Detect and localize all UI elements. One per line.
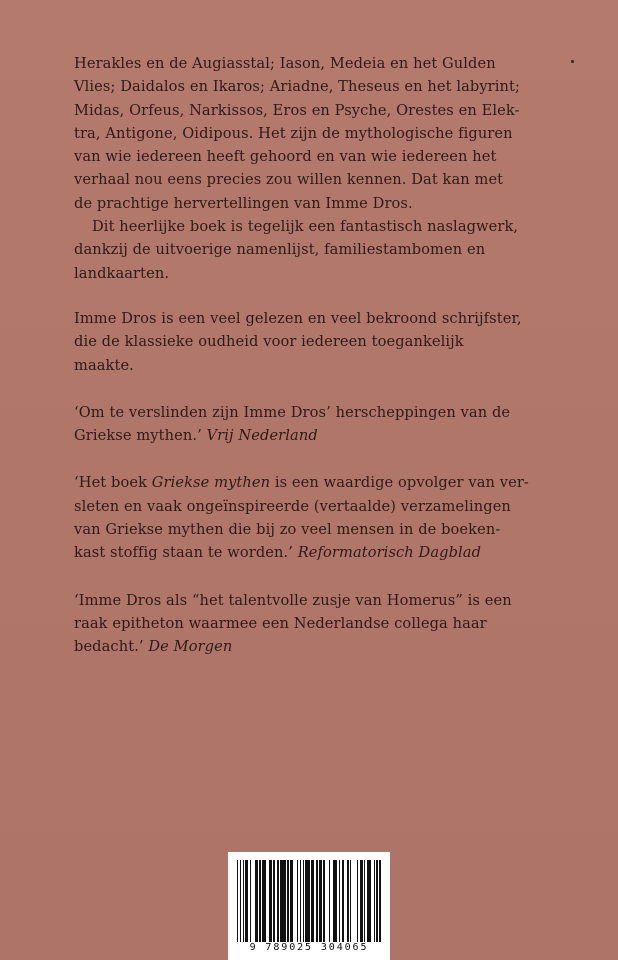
review-quote-1 [74, 401, 574, 448]
blurb-paragraph-2 [74, 215, 574, 285]
text-line: ‘Imme Dros als “het talentvolle zusje van Homerus” is een [74, 591, 512, 609]
author-bio [74, 307, 574, 377]
text-line: raak epitheton waarmee een Nederlandse collega haar [74, 614, 487, 632]
barcode-bars [237, 860, 381, 942]
text-line: verhaal nou eens precies zou willen kennen. Dat kan met [74, 171, 504, 189]
quote-text: ‘Het boek [74, 474, 152, 492]
book-title: Griekse mythen [151, 474, 271, 492]
isbn-number: 9 789025 304065 [249, 942, 369, 953]
text-line: dankzij de uitvoerige namenlijst, familiestambomen en [74, 241, 486, 259]
text-line: Midas, Orfeus, Narkissos, Eros en Psyche, Orestes en Elek- [74, 101, 520, 119]
quote-source: Vrij Nederland [206, 427, 318, 445]
text-line: sleten en vaak ongeïnspireerde (vertaalde) verzamelingen [74, 497, 511, 515]
text-line: die de klassieke oudheid voor iedereen toegankelijk [74, 333, 464, 351]
text-line: Imme Dros is een veel gelezen en veel bekroond schrijfster, [74, 309, 522, 327]
text-line: van Griekse mythen die bij zo veel mensen in de boeken- [74, 521, 501, 539]
barcode [228, 852, 390, 960]
text-line [74, 635, 574, 658]
text-line: Vlies; Daidalos en Ikaros; Ariadne, Theseus en het labyrint; [74, 78, 520, 96]
text-line: ‘Om te verslinden zijn Imme Dros’ herscheppingen van de [74, 403, 511, 421]
quote-source: De Morgen [148, 638, 233, 656]
review-quote-3 [74, 589, 574, 659]
text-line: maakte. [74, 356, 134, 374]
text-line [74, 541, 574, 564]
text-line: landkaarten. [74, 264, 170, 282]
quote-text: is een waardige opvolger van ver- [270, 474, 529, 492]
quote-text: bedacht.’ [74, 638, 149, 656]
blurb-text [74, 52, 574, 659]
text-line: Herakles en de Augiasstal; Iason, Medeia en het Gulden [74, 55, 496, 72]
text-line [74, 424, 574, 447]
text-line [74, 471, 574, 494]
text-line: de prachtige hervertellingen van Imme Dros. [74, 194, 413, 212]
barcode-bar [379, 860, 380, 942]
review-quote-2 [74, 471, 574, 564]
text-line: van wie iedereen heeft gehoord en van wie iedereen het [74, 148, 497, 166]
blurb-paragraph-1 [74, 52, 574, 215]
text-line: Dit heerlijke boek is tegelijk een fantastisch naslagwerk, [92, 218, 519, 236]
quote-text: Griekse mythen.’ [74, 427, 207, 445]
quote-text: kast stoffig staan te worden.’ [74, 544, 298, 562]
quote-source: Reformatorisch Dagblad [297, 544, 482, 562]
text-line: tra, Antigone, Oidipous. Het zijn de mythologische figuren [74, 124, 513, 142]
